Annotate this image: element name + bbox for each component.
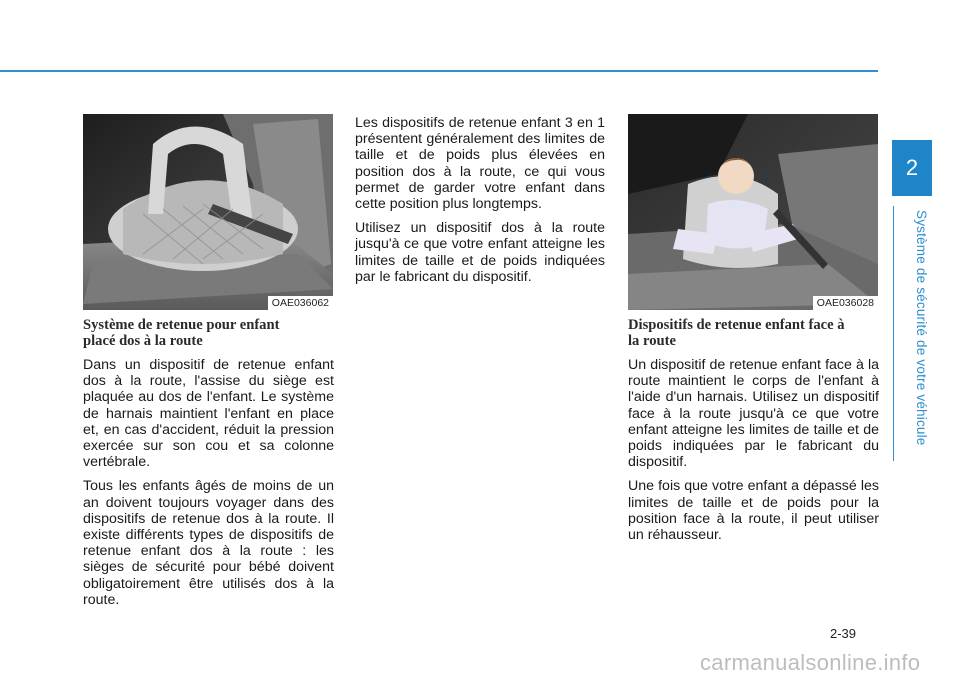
watermark: carmanualsonline.info — [700, 650, 921, 675]
infant-seat-graphic — [83, 114, 333, 310]
image-code-right: OAE036028 — [813, 296, 878, 310]
forward-facing-heading-line1: Dispositifs de retenue enfant face à — [628, 317, 845, 333]
top-rule — [0, 70, 878, 72]
rear-facing-heading-line2: placé dos à la route — [83, 333, 203, 349]
rear-facing-heading — [83, 317, 334, 349]
forward-facing-seat-illustration — [628, 114, 878, 310]
rear-facing-heading-line1: Système de retenue pour enfant — [83, 317, 280, 333]
chapter-title: Système de sécurité de votre véhicule — [914, 210, 929, 446]
forward-facing-heading — [628, 317, 879, 349]
chapter-number: 2 — [905, 155, 919, 180]
forward-facing-heading-line2: la route — [628, 333, 676, 349]
page-number: 2-39 — [830, 626, 857, 641]
chapter-rule — [893, 206, 894, 461]
rear-facing-paragraph-2: Tous les enfants âgés de moins de un an doivent toujours voyager dans des dispositifs de retenue dos à la route. Il existe différents types de dispositifs de retenue enfant dos à la route : les sièges de sécurité pour bébé doivent obligatoirement être utilisés dos à la route. — [83, 478, 334, 608]
forward-facing-paragraph-2: Une fois que votre enfant a dépassé les limites de taille et de poids pour la position face à la route, il peut utiliser un réhausseur. — [628, 478, 879, 544]
middle-column — [355, 115, 605, 293]
child-seat-graphic — [628, 114, 878, 310]
chapter-tab — [892, 140, 932, 196]
middle-paragraph-2: Utilisez un dispositif dos à la route jusqu'à ce que votre enfant atteigne les limites de taille et de poids indiquées par le fabricant du dispositif. — [355, 220, 605, 285]
rear-facing-seat-illustration — [83, 114, 333, 310]
forward-facing-paragraph-1: Un dispositif de retenue enfant face à la route maintient le corps de l'enfant à l'aide d'un harnais. Utilisez un dispositif face à la route jusqu'à ce que votre enfant atteigne les limites de taille et de poids indiquées par le fabricant du dispositif. — [628, 357, 879, 471]
middle-paragraph-1: Les dispositifs de retenue enfant 3 en 1 présentent généralement des limites de taille et de poids plus élevées en position dos à la route, ce qui vous permet de garder votre enfant dans cette position plus longtemps. — [355, 115, 605, 213]
left-column — [83, 317, 334, 616]
image-code-left: OAE036062 — [268, 296, 333, 310]
rear-facing-paragraph-1: Dans un dispositif de retenue enfant dos à la route, l'assise du siège est plaquée au dos de l'enfant. Le système de harnais maintient l'enfant en place et, en cas d'accident, réduit la pression exercée sur son cou et sa colonne vertébrale. — [83, 357, 334, 471]
right-column — [628, 317, 879, 551]
